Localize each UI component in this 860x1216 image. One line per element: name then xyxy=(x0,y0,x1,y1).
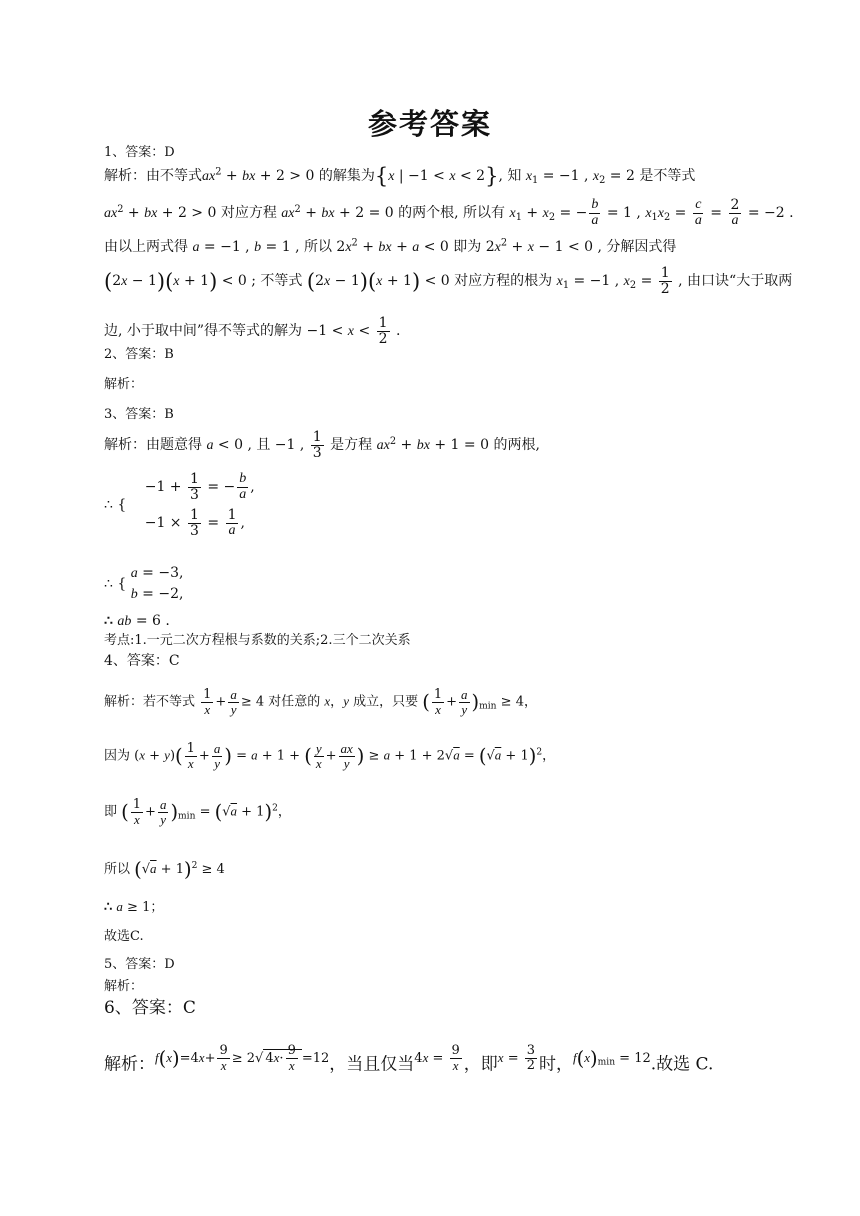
q3-system1: ∴ { −1 + $\frac{1}{3}$ = − $\frac{b}{a}$ , −1 × $\frac{1}{3}$ = $\frac{1}{a}$ , xyxy=(104,471,255,540)
q4-line1: 解析：若不等式 $\frac{1}{x}$ + $\frac{a}{y}$ ≥ 4 对任意的 x，y 成立，只要 ( $\frac{1}{x}$ + $\frac{a}{y}$ )$_{min} \ge 4$， xyxy=(104,687,537,717)
q2-analysis: 解析： xyxy=(104,377,144,392)
q4-answer: 4、答案：C xyxy=(104,653,180,669)
q4-line4: 所以 $(√a + 1)^2 \ge 4$ xyxy=(104,858,225,881)
q1-line2: $ax^2$ + bx + 2 > 0 对应方程 $ax^2$ + bx + 2 = 0 的两个根, 所以有 $x_1 + x_2$ = − $\frac{b}{a}$ = 1 , $x_1x_2$ = $\frac{c}{a}$ = $\frac{2}{a}$ = −2 . xyxy=(104,197,794,228)
q1-line1: 解析：由不等式$ax^2$ + bx + 2 > 0 的解集为{x | −1 < x < 2}, 知 $x_1 = -1$ , $x_2 = 2$ 是不等式 xyxy=(104,164,696,188)
q2-answer: 2、答案：B xyxy=(104,347,174,362)
q3-line1: 解析：由题意得 a < 0 , 且 −1 , $\frac{1}{3}$ 是方程 $ax^2$ + bx + 1 = 0 的两根, xyxy=(104,429,540,461)
q5-answer: 5、答案：D xyxy=(104,957,175,972)
q6-line1: 解析：f(x)=4x+ $\frac{9}{x}$ ≥ 2√ 4x· $\frac{9}{x}$ =12，当且仅当4x = $\frac{9}{x}$ ，即x = $\frac{3}{2}$ 时，$f(x)_{min} = 12$.故选 C. xyxy=(104,1043,714,1075)
q4-line6: 故选C. xyxy=(104,929,144,944)
q1-line5: 边, 小于取中间”得不等式的解为 −1 < x < $\frac{1}{2}$ . xyxy=(104,315,401,347)
q4-line3: 即 ( $\frac{1}{x}$ + $\frac{a}{y}$ )$_{min} = (√a + 1)^2$， xyxy=(104,797,291,827)
q3-kaodian: 考点:1.一元二次方程根与系数的关系;2.三个二次关系 xyxy=(104,633,411,648)
q6-answer: 6、答案：C xyxy=(104,998,196,1018)
page-title: 参考答案 xyxy=(367,107,492,141)
q4-line5: ∴ a ≥ 1； xyxy=(104,899,164,915)
q4-line2: 因为 (x + y)( $\frac{1}{x}$ + $\frac{a}{y}$ ) = a + 1 + ( $\frac{y}{x}$ + $\frac{ax}{y}$ ) ≥ $a + 1 + 2√a = (√a + 1)^2$， xyxy=(104,741,556,771)
q1-line4: (2x − 1)(x + 1) < 0 ; 不等式 (2x − 1)(x + 1) < 0 对应方程的根为 $x_1 = -1$ , $x_2$ = $\frac{1}{2}$ , 由口诀“大于取两 xyxy=(104,265,793,297)
q3-system2: ∴ { a = −3, b = −2, xyxy=(104,565,184,602)
q1-line3: 由以上两式得 a = −1 , b = 1 , 所以 $2x^2$ + bx + a < 0 即为 $2x^2 + x - 1 < 0$ , 分解因式得 xyxy=(104,237,677,255)
q1-answer: 1、答案：D xyxy=(104,145,175,160)
q3-result: ∴ ab = 6 . xyxy=(104,613,170,629)
q5-analysis: 解析： xyxy=(104,979,144,994)
q3-answer: 3、答案：B xyxy=(104,407,174,422)
